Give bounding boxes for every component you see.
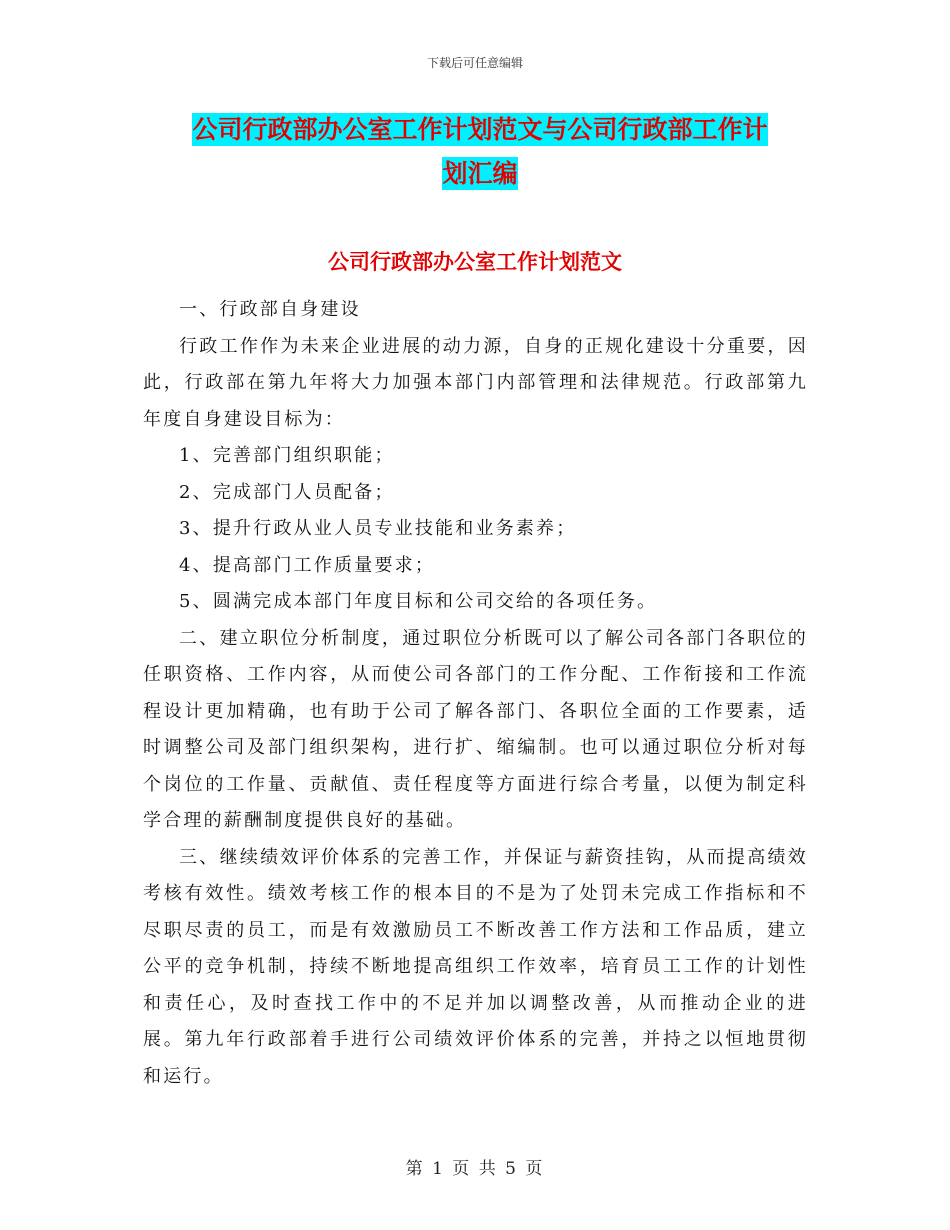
page-number-footer: 第 1 页 共 5 页 bbox=[405, 1159, 545, 1179]
document-title-line-1: 公司行政部办公室工作计划范文与公司行政部工作计 bbox=[192, 115, 768, 144]
document-body bbox=[143, 292, 808, 1095]
document-title-line-2: 划汇编 bbox=[442, 159, 518, 188]
document-title bbox=[140, 108, 820, 196]
header-note: 下载后可任意编辑 bbox=[426, 56, 523, 70]
paragraph-heading-1: 一、行政部自身建设 bbox=[179, 299, 361, 320]
paragraph: 三、继续绩效评价体系的完善工作，并保证与薪资挂钩，从而提高绩效考核有效性。绩效考核工作的根本目的不是为了处罚未完成工作指标和不尽职尽责的员工，而是有效激励员工不断改善工作方法和工作品质，建立公平的竞争机制，持续不断地提高组织工作效率，培育员工工作的计划性和责任心，及时查找工作中的不足并加以调整改善，从而推动企业的进展。第九年行政部着手进行公司绩效评价体系的完善，并持之以恒地贯彻和运行。 bbox=[143, 846, 808, 1087]
list-item: 3、提升行政从业人员专业技能和业务素养； bbox=[179, 518, 577, 539]
list-item: 5、圆满完成本部门年度目标和公司交给的各项任务。 bbox=[179, 591, 658, 612]
paragraph: 二、建立职位分析制度，通过职位分析既可以了解公司各部门各职位的任职资格、工作内容，从而使公司各部门的工作分配、工作衔接和工作流程设计更加精确，也有助于公司了解各部门、各职位全面的工作要素，适时调整公司及部门组织架构，进行扩、缩编制。也可以通过职位分析对每个岗位的工作量、贡献值、责任程度等方面进行综合考量，以便为制定科学合理的薪酬制度提供良好的基础。 bbox=[143, 627, 808, 831]
list-item: 2、完成部门人员配备； bbox=[179, 481, 395, 503]
list-item: 4、提高部门工作质量要求； bbox=[179, 554, 436, 576]
section-title: 公司行政部办公室工作计划范文 bbox=[328, 250, 622, 274]
paragraph: 行政工作作为未来企业进展的动力源，自身的正规化建设十分重要，因此，行政部在第九年将大力加强本部门内部管理和法律规范。行政部第九年度自身建设目标为： bbox=[143, 335, 808, 430]
list-item: 1、完善部门组织职能； bbox=[179, 445, 395, 466]
